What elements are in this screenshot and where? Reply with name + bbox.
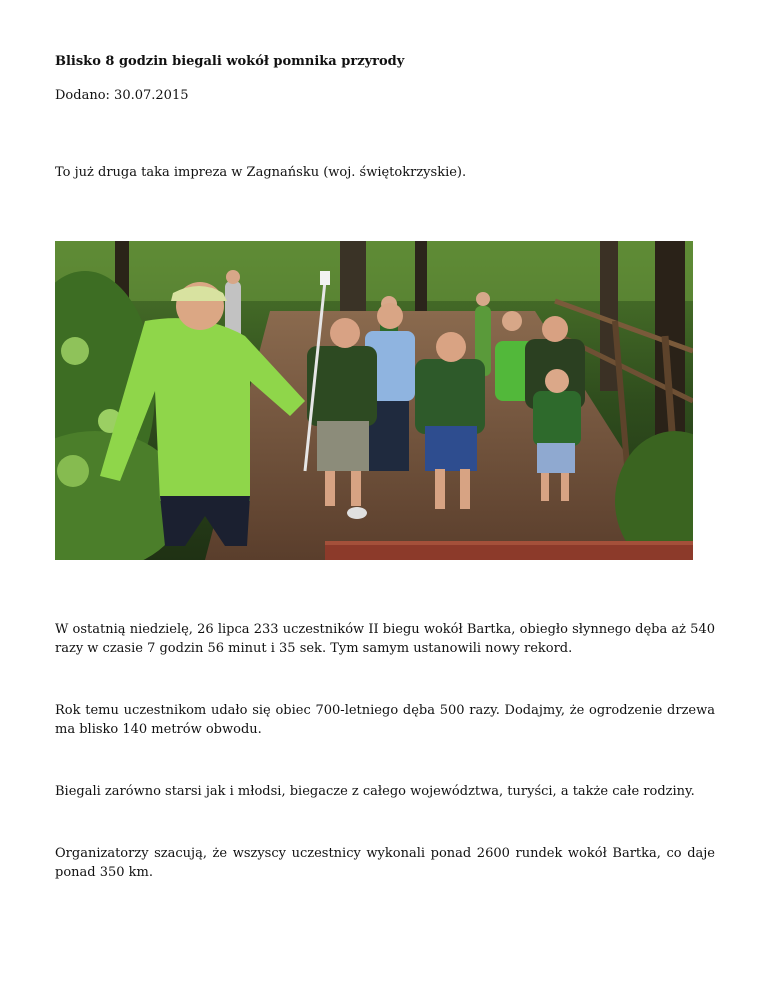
article-paragraph: Organizatorzy szacują, że wszyscy uczestnicy wykonali ponad 2600 rundek wokół Bartka, co daje ponad 350 km.	[55, 846, 715, 880]
runners-photo-illustration	[55, 241, 693, 560]
article-photo	[55, 241, 693, 560]
article-paragraph: W ostatnią niedzielę, 26 lipca 233 uczestników II biegu wokół Bartka, obiegło słynnego dęba aż 540 razy w czasie 7 godzin 56 minut i 35 sek. Tym samym ustanowili nowy rekord.	[55, 622, 715, 656]
publish-date	[55, 88, 188, 104]
date-value: 30.07.2015	[114, 88, 189, 103]
article-title: Blisko 8 godzin biegali wokół pomnika przyrody	[55, 54, 405, 69]
article-paragraph: Biegali zarówno starsi jak i młodsi, biegacze z całego województwa, turyści, a także całe rodziny.	[55, 784, 695, 799]
article-lead: To już druga taka impreza w Zagnańsku (woj. świętokrzyskie).	[55, 165, 467, 180]
date-label: Dodano:	[55, 88, 110, 103]
article-paragraph: Rok temu uczestnikom udało się obiec 700-letniego dęba 500 razy. Dodajmy, że ogrodzenie drzewa ma blisko 140 metrów obwodu.	[55, 703, 715, 737]
